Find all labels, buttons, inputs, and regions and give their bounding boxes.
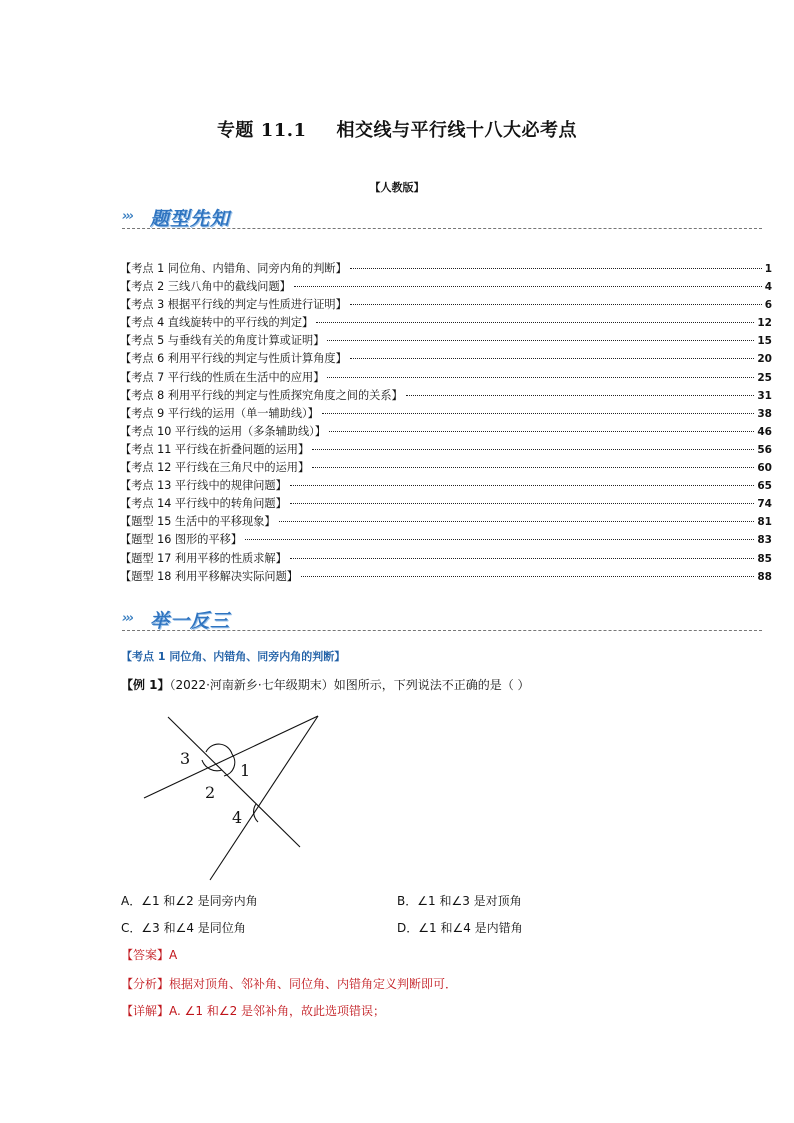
toc-leader-dots [329, 431, 754, 432]
detail-text: A. ∠1 和∠2 是邻补角，故此选项错误； [169, 1004, 386, 1018]
toc-leader-dots [301, 576, 754, 577]
answer-tag: 【答案】 [121, 948, 170, 962]
toc-leader-dots [279, 521, 755, 522]
title-text: 相交线与平行线十八大必考点 [336, 120, 578, 141]
divider [122, 228, 762, 229]
answer-line [121, 946, 177, 963]
toc-label: 【考点 6 利用平行线的判定与性质计算角度】 [120, 352, 347, 366]
toc-label: 【考点 11 平行线在折叠问题的运用】 [120, 442, 310, 456]
banner-arrows-icon: ››› [122, 209, 133, 224]
toc-leader-dots [294, 286, 762, 287]
toc-label: 【题型 18 利用平移解决实际问题】 [120, 569, 298, 583]
toc-row[interactable] [120, 332, 772, 350]
toc-label: 【题型 16 图形的平移】 [120, 533, 243, 547]
toc-page-number: 88 [757, 570, 772, 583]
option-d: D．∠1 和∠4 是内错角 [397, 921, 523, 935]
toc-page-number: 60 [757, 462, 772, 475]
angle-arc-3 [206, 744, 232, 754]
toc-page-number: 12 [757, 317, 772, 330]
toc-leader-dots [290, 558, 755, 559]
toc-page-number: 1 [764, 263, 772, 275]
toc-label: 【考点 12 平行线在三角尺中的运用】 [120, 461, 310, 475]
example-text: 如图所示，下列说法不正确的是（ ） [333, 678, 530, 692]
toc-page-number: 85 [757, 552, 772, 565]
detail-line [121, 1002, 385, 1019]
line-upper [144, 716, 318, 798]
toc-label: 【题型 17 利用平移的性质求解】 [120, 551, 287, 565]
toc-page-number: 4 [764, 281, 772, 294]
answer-text: A [169, 948, 178, 962]
angle-label-3: 3 [180, 749, 191, 768]
toc-leader-dots [350, 358, 755, 359]
analysis-line [121, 975, 457, 992]
toc-page-number: 38 [757, 407, 772, 420]
toc-label: 【题型 15 生活中的平移现象】 [120, 515, 276, 529]
geometry-figure [140, 710, 340, 885]
toc-leader-dots [312, 449, 754, 450]
page-title [0, 116, 794, 142]
toc-row[interactable] [120, 531, 772, 549]
toc-label: 【考点 3 根据平行线的判定与性质进行证明】 [120, 298, 347, 312]
toc-label: 【考点 5 与垂线有关的角度计算或证明】 [120, 334, 325, 348]
toc-label: 【考点 10 平行线的运用（多条辅助线）】 [120, 424, 326, 438]
toc-row[interactable] [120, 369, 772, 387]
angle-label-1: 1 [240, 761, 251, 780]
angle-label-2: 2 [205, 783, 216, 802]
example-source: （2022·河南新乡·七年级期末） [169, 678, 334, 692]
table-of-contents [120, 260, 772, 586]
toc-page-number: 81 [757, 516, 772, 529]
toc-label: 【考点 1 同位角、内错角、同旁内角的判断】 [120, 262, 347, 275]
toc-label: 【考点 4 直线旋转中的平行线的判定】 [120, 316, 314, 330]
toc-row[interactable] [120, 350, 772, 368]
toc-row[interactable] [120, 568, 772, 586]
edition-label: 【人教版】 [369, 181, 425, 194]
toc-page-number: 56 [757, 443, 772, 456]
banner-title: 题型先知 [150, 208, 231, 230]
section-heading: 【考点 1 同位角、内错角、同旁内角的判断】 [121, 650, 346, 663]
toc-leader-dots [322, 413, 755, 414]
option-c: C．∠3 和∠4 是同位角 [121, 921, 246, 935]
toc-row[interactable] [120, 513, 772, 531]
toc-leader-dots [245, 539, 754, 540]
toc-page-number: 65 [757, 480, 772, 493]
line-right-down [210, 716, 318, 880]
analysis-tag: 【分析】 [121, 977, 170, 991]
toc-label: 【考点 14 平行线中的转角问题】 [120, 497, 287, 511]
toc-leader-dots [327, 340, 754, 341]
toc-page-number: 20 [757, 353, 772, 366]
banner-arrows-icon: ››› [122, 611, 133, 626]
toc-leader-dots [327, 377, 754, 378]
toc-row[interactable] [120, 314, 772, 332]
toc-row[interactable] [120, 459, 772, 477]
banner-overview [122, 204, 762, 232]
option-a: A．∠1 和∠2 是同旁内角 [121, 894, 258, 908]
banner-title: 举一反三 [150, 610, 231, 632]
toc-label: 【考点 7 平行线的性质在生活中的应用】 [120, 370, 325, 384]
banner-practice [122, 606, 762, 634]
toc-row[interactable] [120, 423, 772, 441]
divider [122, 630, 762, 631]
detail-tag: 【详解】 [121, 1004, 170, 1018]
toc-page-number: 25 [757, 371, 772, 384]
toc-row[interactable] [120, 405, 772, 423]
toc-page-number: 6 [764, 299, 772, 312]
toc-row[interactable] [120, 550, 772, 568]
toc-leader-dots [290, 485, 755, 486]
example-prefix: 【例 1】 [121, 678, 170, 692]
toc-page-number: 31 [757, 389, 772, 402]
example-question [121, 676, 530, 693]
angle-label-4: 4 [232, 808, 243, 827]
toc-row[interactable] [120, 477, 772, 495]
toc-row[interactable] [120, 260, 772, 278]
toc-leader-dots [312, 467, 754, 468]
toc-label: 【考点 8 利用平行线的判定与性质探究角度之间的关系】 [120, 388, 403, 402]
toc-label: 【考点 13 平行线中的规律问题】 [120, 479, 287, 493]
option-b: B．∠1 和∠3 是对顶角 [397, 894, 522, 908]
toc-leader-dots [350, 304, 762, 305]
analysis-text: 根据对顶角、邻补角、同位角、内错角定义判断即可． [169, 977, 458, 991]
toc-leader-dots [406, 395, 755, 396]
toc-label: 【考点 2 三线八角中的截线问题】 [120, 280, 291, 294]
toc-row[interactable] [120, 296, 772, 314]
toc-page-number: 74 [757, 498, 772, 511]
line-left-cross [168, 717, 300, 847]
toc-leader-dots [290, 503, 755, 504]
title-number: 专题 11.1 [216, 120, 307, 141]
toc-page-number: 46 [757, 425, 772, 438]
toc-row[interactable] [120, 495, 772, 513]
toc-label: 【考点 9 平行线的运用（单一辅助线）】 [120, 406, 319, 420]
toc-page-number: 83 [757, 534, 772, 547]
toc-leader-dots [316, 322, 754, 323]
toc-leader-dots [350, 268, 762, 269]
toc-row[interactable] [120, 278, 772, 296]
toc-row[interactable] [120, 387, 772, 405]
toc-row[interactable] [120, 441, 772, 459]
toc-page-number: 15 [757, 335, 772, 348]
